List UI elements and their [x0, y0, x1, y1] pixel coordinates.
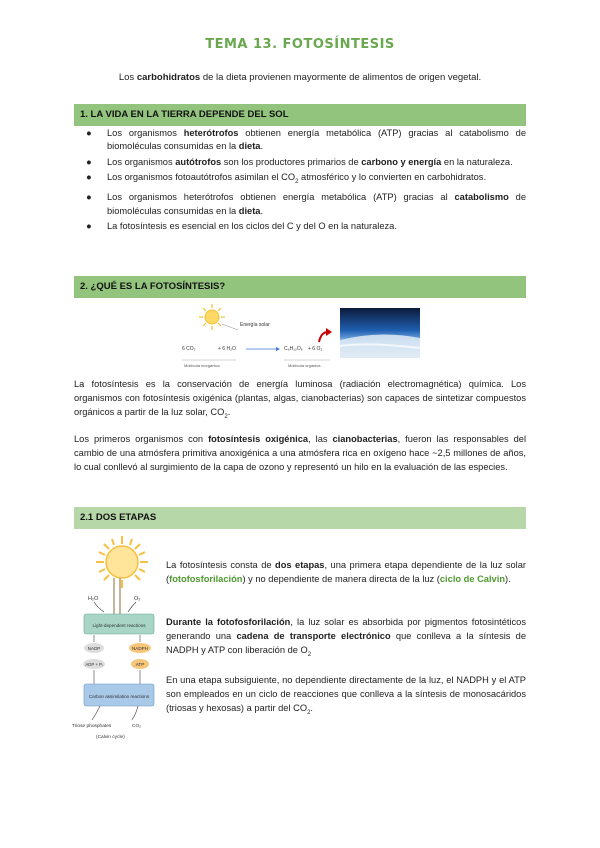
paragraph-calvin: En una etapa subsiguiente, no dependiente directamente de la luz, el NADPH y el ATP son empleados en un ciclo de reacciones que conlleva a la síntesis de monosacáridos (triosas y hexosas) a partir del $CO_2$.: [166, 675, 526, 717]
paragraph-photophosphorylation: Durante la fotofosforilación, la luz solar es absorbida por pigmentos fotosintéticos generando una cadena de transporte electrónico que conlleva a la síntesis de NADPH y ATP con liberación de $O_2$: [166, 617, 527, 659]
intro-text-end: de la dieta provienen mayormente de alimentos de origen vegetal.: [200, 72, 482, 83]
bullet-dot: ●: [86, 172, 92, 183]
energy-label: Energía solar: [240, 322, 270, 328]
intro-text: Los: [118, 72, 137, 83]
bullet-list: [74, 127, 526, 236]
bullet-dot: ●: [86, 156, 92, 167]
product-glucose: C₆H₁₂O₆: [284, 346, 303, 352]
co2-label: CO₂: [132, 724, 142, 729]
page-title: TEMA 13. FOTOSÍNTESIS: [205, 37, 395, 52]
arrow-head: [276, 347, 280, 351]
list-item: ● Los organismos heterótrofos obtienen energía metabólica (ATP) gracias al catabolismo de biomoléculas consumidas en la dieta.: [86, 128, 526, 152]
section-heading-2-1: 2.1 DOS ETAPAS: [74, 507, 526, 529]
h2o-label: H₂O: [88, 596, 99, 602]
bullet-dot: ●: [86, 221, 92, 232]
list-item: ● La fotosíntesis es esencial en los ciclos del C y del O en la naturaleza.: [74, 220, 526, 233]
organic-label: Molécula orgánica: [288, 363, 321, 368]
section-heading-1: 1. LA VIDA EN LA TIERRA DEPENDE DEL SOL: [74, 104, 526, 126]
intro-keyword: carbohidratos: [136, 72, 201, 83]
bullet-dot: ●: [86, 128, 92, 138]
paragraph-two-stages: La fotosíntesis consta de dos etapas, una primera etapa dependiente de la luz solar (fotofosforilación) y no dependiente de manera directa de la luz (ciclo de Calvin).: [166, 560, 526, 585]
bullet-dot: ●: [86, 192, 92, 203]
earth-atmosphere-image: [340, 308, 420, 358]
intro-paragraph: [74, 72, 526, 83]
reactant-h2o: + 6 H₂O: [218, 346, 236, 352]
adp-label: ADP + Pᵢ: [85, 662, 103, 667]
carbon-assimilation-label: Carbon assimilation reactions: [88, 694, 150, 699]
sun-icon: [199, 304, 225, 330]
triose-label: Triose phosphates: [72, 724, 112, 729]
nadph-label: NADPH: [131, 646, 149, 651]
calvin-cycle-label: (Calvin cycle): [96, 735, 125, 740]
sun-icon: [96, 536, 148, 588]
atp-label: ATP: [135, 662, 145, 667]
paragraph-definition: La fotosíntesis es la conservación de energía luminosa (radiación electromagnética) química. Los organismos con fotosíntesis oxigénica (plantas, algas, cianobacterias) son capaces de sintetizar compuestos orgánicos a partir de la luz solar, $CO_2$.: [74, 379, 526, 421]
two-stage-diagram: [70, 536, 162, 742]
inorganic-label: Molécula inorgánica: [184, 363, 220, 368]
list-item: ● Los organismos autótrofos son los productores primarios de carbono y energía en la naturaleza.: [74, 156, 526, 169]
list-item: ● Los organismos fotoautótrofos asimilan el $CO_2$ atmosférico y lo convierten en carbohidratos.: [86, 172, 487, 186]
photosynthesis-equation-figure: [180, 302, 340, 370]
o2-label: O₂: [134, 596, 141, 602]
nadp-label: NADP: [87, 646, 101, 651]
list-item: ● Los organismos heterótrofos obtienen energía metabólica (ATP) gracias al catabolismo de biomoléculas consumidas en la dieta.: [86, 192, 526, 216]
product-o2: + 6 O₂: [308, 346, 323, 352]
section-heading-2: 2. ¿QUÉ ES LA FOTOSÍNTESIS?: [74, 276, 526, 298]
paragraph-cyanobacteria: Los primeros organismos con fotosíntesis oxigénica, las cianobacterias, fueron las responsables del cambio de una atmósfera primitiva anoxigénica a una atmósfera rica en oxígeno hace ~2,5 millones de años, lo cual conllevó al surgimiento de la capa de ozono y representó un hilo en la evaluación de las especies.: [74, 434, 527, 473]
pointer-line: [222, 324, 238, 330]
reactant-co2: 6 CO₂: [182, 346, 196, 352]
light-reactions-label: Light-dependent reactions: [92, 623, 146, 628]
